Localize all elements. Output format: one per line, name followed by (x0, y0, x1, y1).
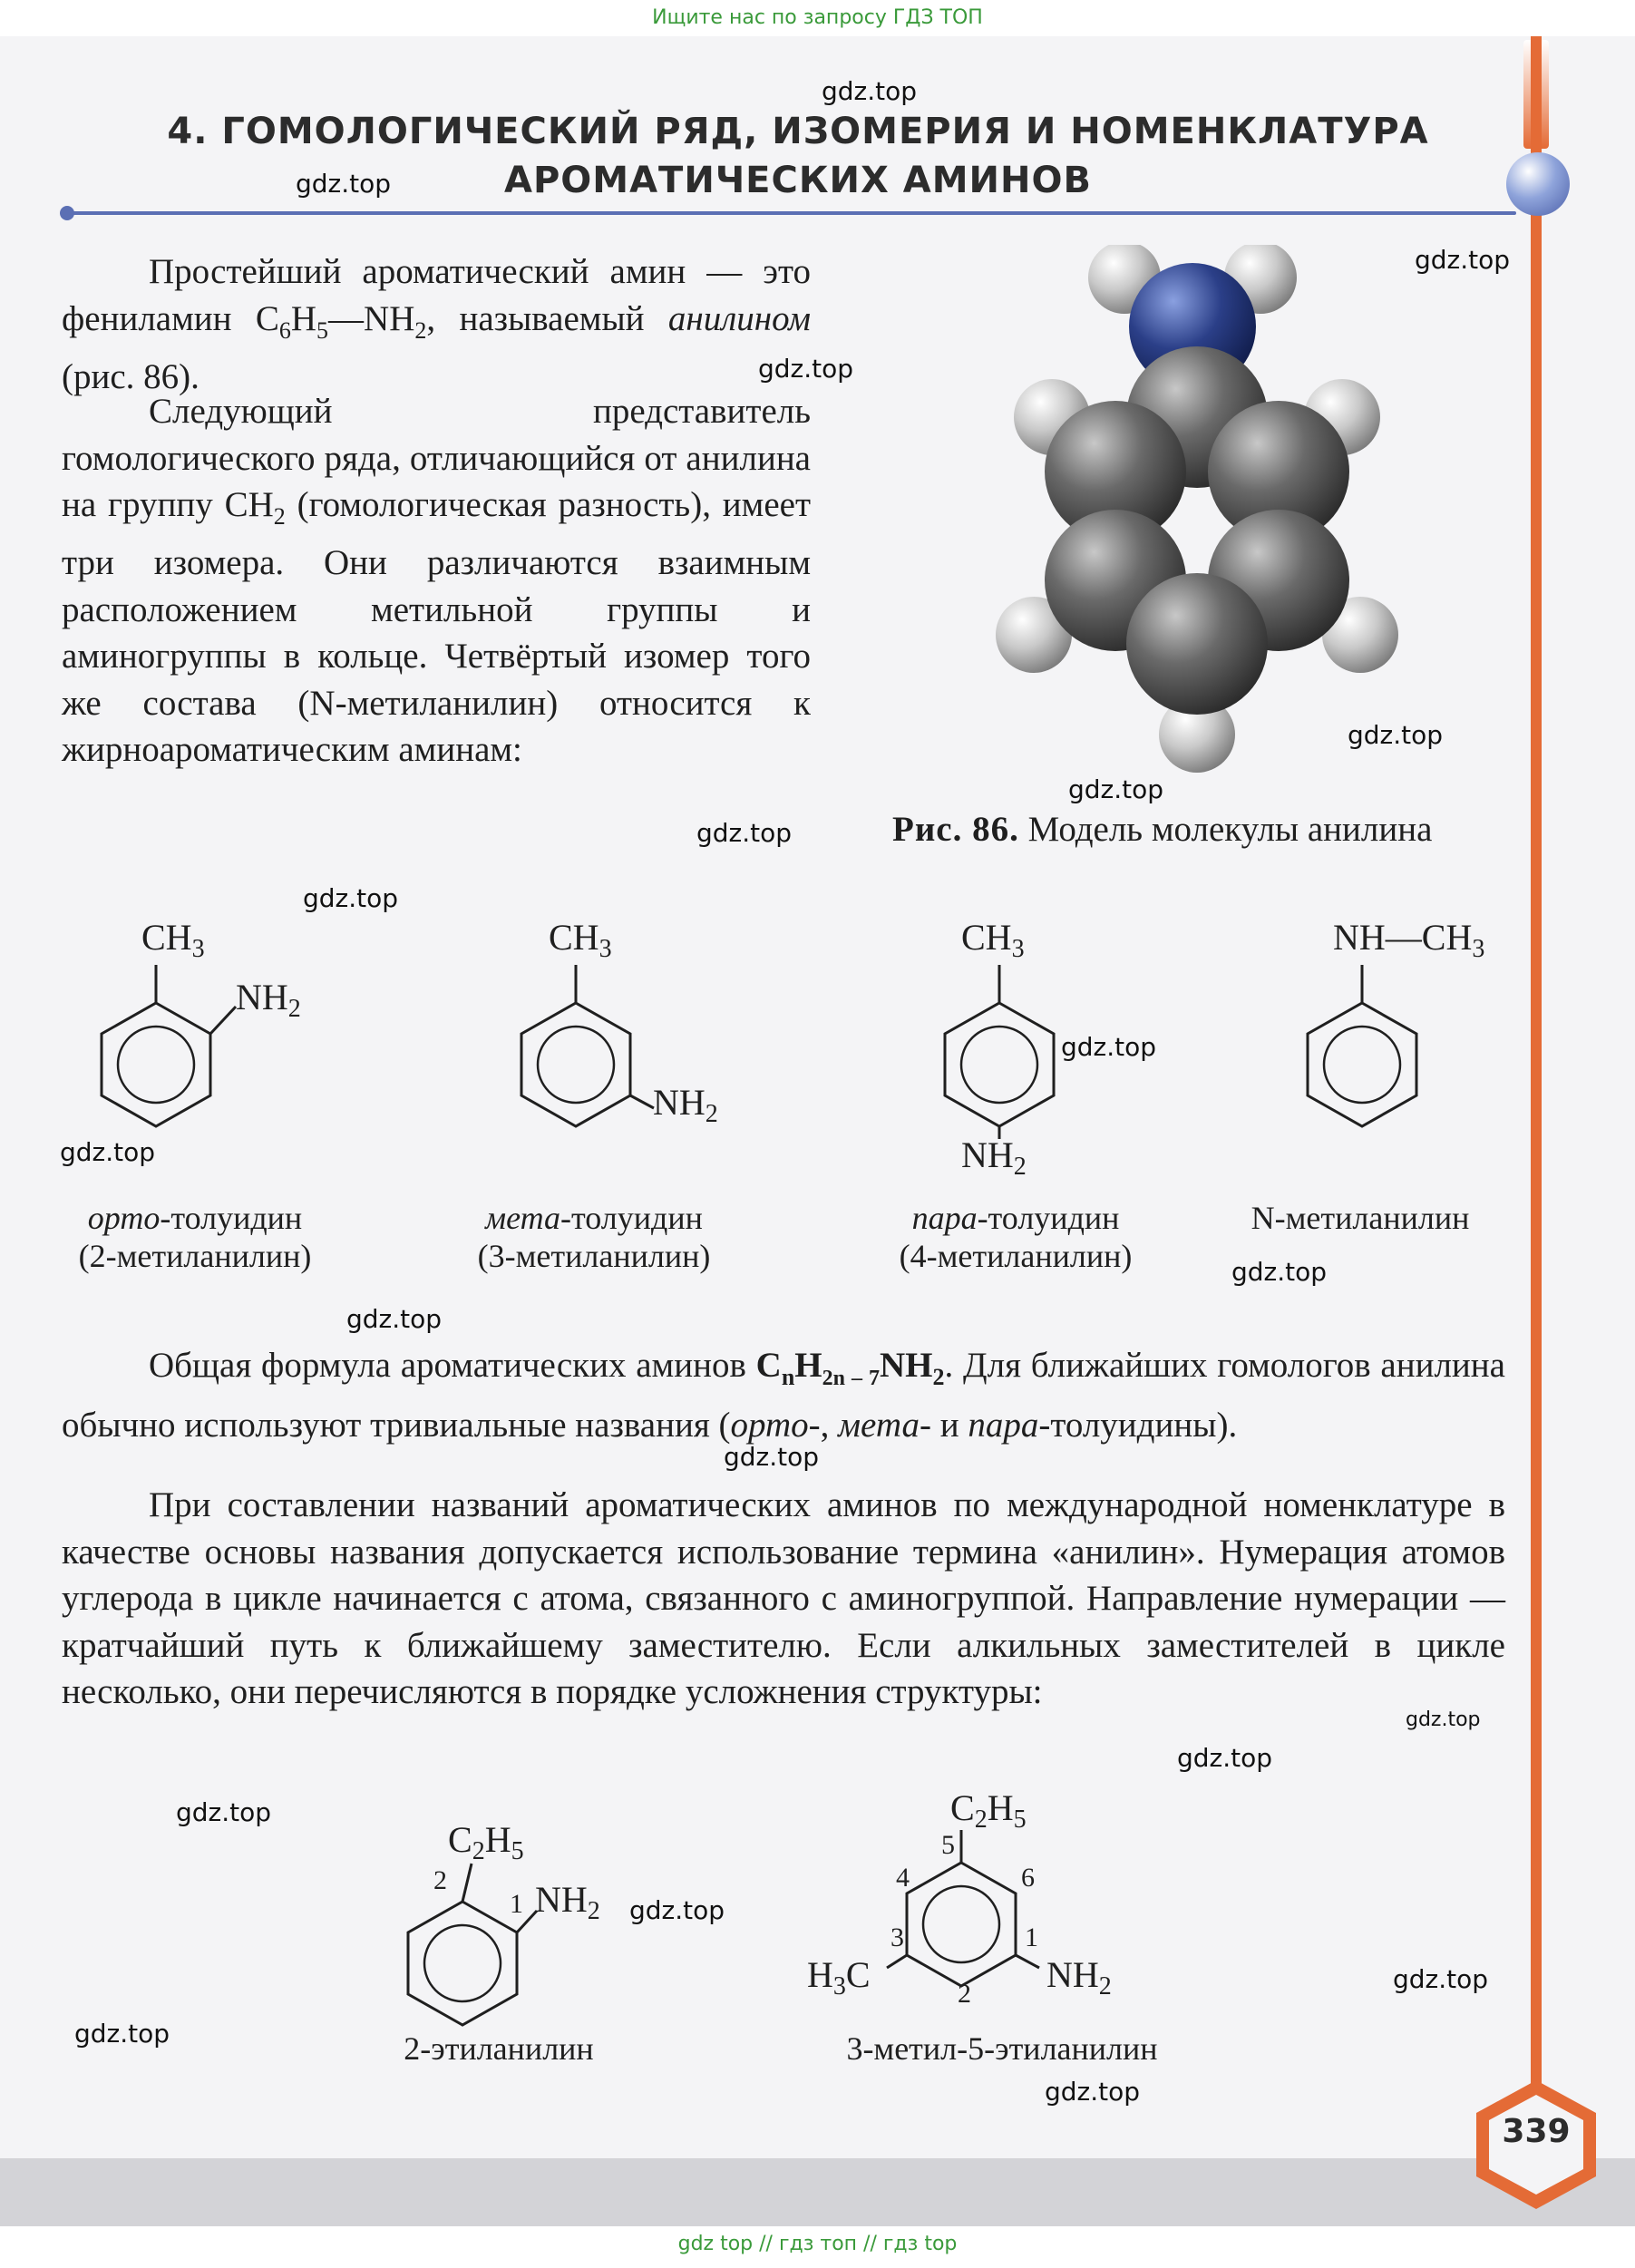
benzene-ring-icon (503, 916, 775, 1152)
paragraph-nomenclature: При составлении названий ароматических аминов по международной номенклатуре в качестве основы названия допускается использование термина «анилин». Нумерация атомов углерода в цикле начинается с атома, связанного с аминогруппой. Направление нумерации — кратчайший путь к ближайшему заместителю. Если алкильных заместителей в цикле несколько, они перечисляются в порядке усложнения структуры: (62, 1485, 1505, 1711)
methyl-label: $CH_3$ (141, 917, 205, 963)
atom-number: 5 (941, 1830, 955, 1860)
page-number: 339 (1502, 2113, 1571, 2150)
watermark: gdz.top (696, 818, 793, 848)
section-title-line1: 4. ГОМОЛОГИЧЕСКИЙ РЯД, ИЗОМЕРИЯ И НОМЕНКЛАТУРА (167, 111, 1429, 152)
ethyl-label: $C_2H_5$ (448, 1819, 524, 1865)
atom-number: 2 (433, 1865, 447, 1895)
atom-number: 2 (958, 1979, 971, 2009)
benzene-ring-icon (798, 1786, 1161, 2022)
watermark: gdz.top (60, 1137, 156, 1167)
top-banner[interactable]: Ищите нас по запросу ГДЗ ТОП (0, 0, 1635, 36)
watermark: gdz.top (758, 354, 854, 384)
paragraph-general-formula: Общая формула ароматических аминов $C_nH_{2n - 7}NH_2$. Для ближайших гомологов анилина обычно используют тривиальные названия (орто-, мета- и пара-толуидины). (62, 1346, 1505, 1445)
watermark: gdz.top (303, 883, 399, 913)
watermark: gdz.top (1177, 1743, 1273, 1773)
atom-number: 1 (510, 1889, 523, 1919)
structure-ortho-toluidine (91, 916, 363, 1134)
benzene-ring-icon (91, 916, 363, 1134)
amino-label: $NH_2$ (1046, 1954, 1112, 2000)
methyl-label: $CH_3$ (961, 917, 1025, 963)
watermark: gdz.top (1068, 774, 1164, 804)
atom-number: 1 (1025, 1922, 1038, 1952)
name-2-ethylaniline: 2-этиланилин (404, 2030, 594, 2067)
footer-watermark-links[interactable]: gdz top // гдз топ // гдз top (677, 2233, 958, 2255)
methyl-label: $H_3C$ (807, 1954, 871, 2000)
section-ball-icon (1506, 152, 1570, 216)
name-n-methylaniline: N-метиланилин (1251, 1200, 1470, 1236)
figure-86-caption: Рис. 86. Модель молекулы анилина (892, 810, 1433, 849)
methylamino-label: $NH—CH_3$ (1333, 917, 1485, 963)
name-meta-toluidine: мета-толуидин (3-метиланилин) (477, 1200, 711, 1274)
watermark: gdz.top (822, 76, 918, 106)
watermark: gdz.top (346, 1304, 443, 1334)
structure-3-methyl-5-ethylaniline (798, 1786, 1161, 2022)
paragraph-isomers: Следующий представитель гомологического ряда, отличающийся от анилина на группу $CH_2$ (гомологическая разность), имеет три изомера. Они различаются взаимным расположением метильной группы и аминогруппы в кольце. Четвёртый изомер того же состава (N-метиланилин) относится к жирноароматическим аминам: (62, 392, 811, 770)
title-rule-dot (60, 206, 74, 220)
watermark: gdz.top (1231, 1257, 1328, 1287)
aniline-molecule-model (970, 245, 1424, 789)
watermark: gdz.top (1348, 720, 1444, 750)
watermark: gdz.top (1045, 2077, 1141, 2107)
watermark: gdz.top (1406, 1708, 1481, 1731)
ethyl-label: $C_2H_5$ (950, 1787, 1027, 1834)
structure-meta-toluidine (503, 916, 775, 1152)
name-3-methyl-5-ethylaniline: 3-метил-5-этиланилин (846, 2030, 1158, 2067)
section-title-line2: АРОМАТИЧЕСКИХ АМИНОВ (504, 160, 1092, 201)
watermark: gdz.top (176, 1797, 272, 1827)
watermark: gdz.top (296, 169, 392, 199)
atom-number: 4 (896, 1863, 910, 1893)
paragraph-intro: Простейший ароматический амин — это фениламин $C_6H_5—NH_2$, называемый анилином (рис. 86). (62, 252, 811, 396)
amino-label: $NH_2$ (236, 977, 301, 1023)
general-formula: $C_nH_{2n - 7}NH_2$ (755, 1346, 945, 1390)
watermark: gdz.top (1061, 1032, 1157, 1062)
watermark: gdz.top (74, 2019, 170, 2049)
name-para-toluidine: пара-толуидин (4-метиланилин) (899, 1200, 1133, 1274)
structure-n-methylaniline (1279, 916, 1533, 1134)
watermark: gdz.top (629, 1895, 725, 1925)
watermark: gdz.top (724, 1442, 820, 1472)
benzene-ring-icon (1279, 916, 1533, 1134)
atom-number: 6 (1021, 1863, 1035, 1893)
amino-label: $NH_2$ (653, 1082, 718, 1128)
title-rule (65, 211, 1516, 215)
atom-number: 3 (890, 1922, 904, 1952)
amino-label: $NH_2$ (535, 1879, 600, 1925)
methyl-label: $CH_3$ (549, 917, 612, 963)
watermark: gdz.top (1415, 245, 1511, 275)
watermark: gdz.top (1393, 1964, 1489, 1994)
name-ortho-toluidine: орто-толуидин (2-метиланилин) (78, 1200, 312, 1274)
amino-label: $NH_2$ (961, 1134, 1027, 1181)
